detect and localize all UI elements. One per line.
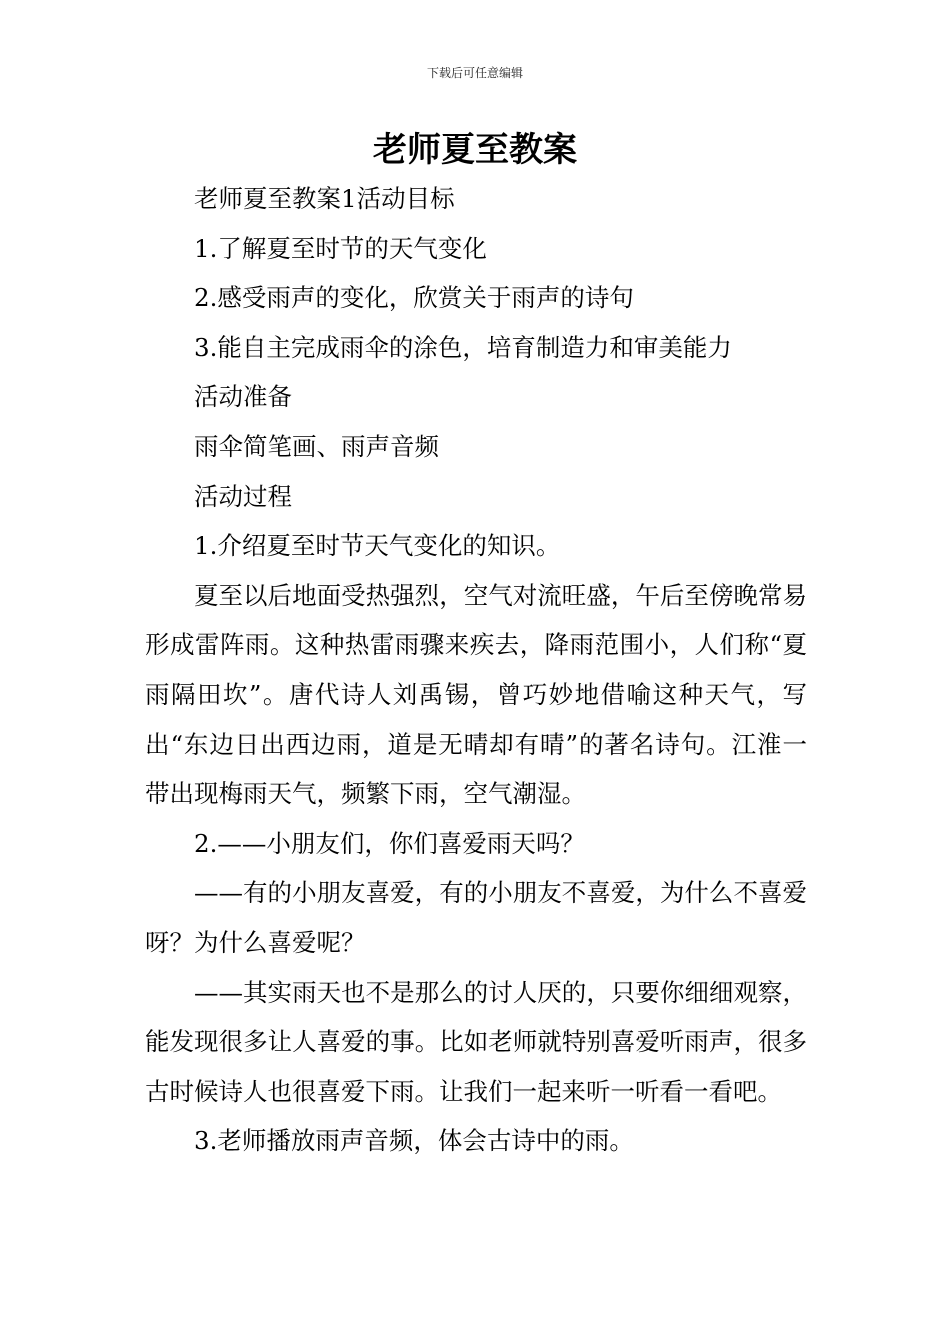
section-heading-preparation: 活动准备 bbox=[194, 382, 292, 412]
paragraph-dialogue-1: ——有的小朋友喜爱，有的小朋友不喜爱，为什么不喜爱呀？为什么喜爱呢？ bbox=[145, 878, 807, 957]
document-title: 老师夏至教案 bbox=[373, 130, 577, 170]
paragraph-process-step-1: 1.介绍夏至时节天气变化的知识。 bbox=[194, 531, 561, 561]
paragraph-objective-1: 1.了解夏至时节的天气变化 bbox=[194, 233, 487, 263]
document-body bbox=[145, 174, 807, 1166]
section-heading-process: 活动过程 bbox=[194, 481, 292, 511]
paragraph-objective-2: 2.感受雨声的变化，欣赏关于雨声的诗句 bbox=[194, 283, 634, 313]
paragraph-process-step-3: 3.老师播放雨声音频，体会古诗中的雨。 bbox=[194, 1126, 634, 1156]
paragraph-objective-3: 3.能自主完成雨伞的涂色，培育制造力和审美能力 bbox=[194, 332, 732, 362]
paragraph-intro-objectives: 老师夏至教案1活动目标 bbox=[194, 184, 455, 213]
paragraph-preparation-items: 雨伞简笔画、雨声音频 bbox=[194, 431, 439, 461]
paragraph-weather-explanation: 夏至以后地面受热强烈，空气对流旺盛，午后至傍晚常易形成雷阵雨。这种热雷雨骤来疾去，降雨范围小，人们称“夏雨隔田坎”。唐代诗人刘禹锡，曾巧妙地借喻这种天气，写出“东边日出西边雨，道是无晴却有晴”的著名诗句。江淮一带出现梅雨天气，频繁下雨，空气潮湿。 bbox=[145, 580, 807, 809]
header-note: 下载后可任意编辑 bbox=[426, 66, 523, 80]
paragraph-process-step-2: 2.——小朋友们，你们喜爱雨天吗？ bbox=[194, 828, 585, 858]
paragraph-dialogue-2: ——其实雨天也不是那么的讨人厌的，只要你细细观察，能发现很多让人喜爱的事。比如老师就特别喜爱听雨声，很多古时候诗人也很喜爱下雨。让我们一起来听一听看一看吧。 bbox=[145, 977, 807, 1106]
